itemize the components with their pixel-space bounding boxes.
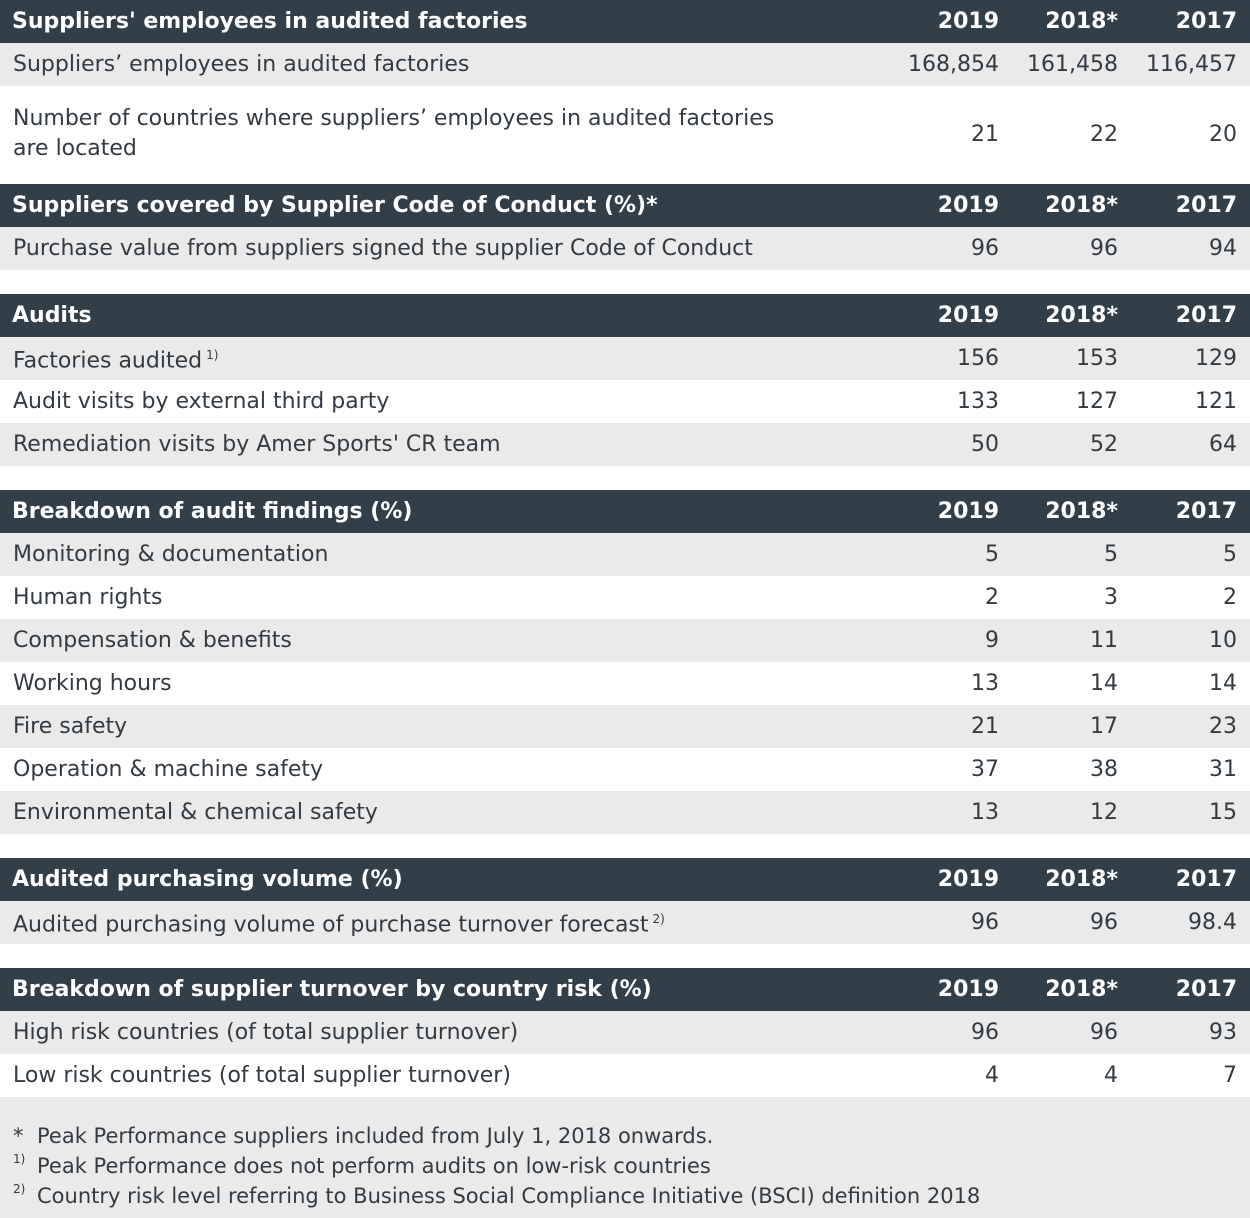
value-2017: 14 (1209, 671, 1237, 696)
section-header (0, 0, 1250, 43)
value-2019: 50 (971, 432, 999, 457)
table-row (0, 1011, 1250, 1054)
value-2017: 94 (1209, 236, 1237, 261)
row-label (0, 904, 880, 940)
table-row (0, 576, 1250, 619)
section-header (0, 184, 1250, 227)
footnote-mark: 2) (13, 1182, 26, 1196)
table-row (0, 619, 1250, 662)
table-row (0, 662, 1250, 705)
value-2017: 5 (1223, 542, 1237, 567)
footnote (13, 1154, 711, 1178)
section-employees (0, 0, 1250, 182)
value-2019: 2 (985, 585, 999, 610)
table-row (0, 901, 1250, 944)
value-2017: 23 (1209, 714, 1237, 739)
value-2018: 127 (1076, 389, 1118, 414)
value-2017: 31 (1209, 757, 1237, 782)
row-label-text: Factories audited (13, 348, 203, 374)
table-row (0, 791, 1250, 834)
value-2017: 2 (1223, 585, 1237, 610)
table-row (0, 748, 1250, 791)
footnote-ref: 2) (652, 912, 665, 927)
col-2017: 2017 (1175, 193, 1237, 218)
row-label: Monitoring & documentation (13, 541, 329, 567)
row-label: Environmental & chemical safety (13, 799, 378, 825)
footnote-text: Peak Performance suppliers included from July 1, 2018 onwards. (37, 1124, 714, 1148)
col-2017: 2017 (1175, 499, 1237, 524)
table-row (0, 1054, 1250, 1097)
footnotes (0, 1097, 1250, 1218)
value-2018: 12 (1090, 800, 1118, 825)
section-header (0, 968, 1250, 1011)
value-2018: 161,458 (1027, 52, 1118, 77)
value-2019: 13 (971, 671, 999, 696)
section-code-of-conduct (0, 184, 1250, 270)
table-row (0, 86, 1250, 182)
value-2017: 129 (1195, 346, 1237, 371)
value-2019: 4 (985, 1063, 999, 1088)
section-title: Audited purchasing volume (%) (12, 866, 403, 892)
section-audited-purchasing (0, 858, 1250, 944)
value-2017: 116,457 (1146, 52, 1237, 77)
section-audit-findings (0, 490, 1250, 834)
footnote (13, 1124, 713, 1148)
value-2018: 153 (1076, 346, 1118, 371)
value-2019: 96 (971, 236, 999, 261)
table-row (0, 43, 1250, 86)
col-2018: 2018* (1045, 9, 1118, 34)
col-2017: 2017 (1175, 867, 1237, 892)
row-label (0, 104, 880, 164)
section-audits (0, 294, 1250, 466)
section-header (0, 490, 1250, 533)
value-2019: 13 (971, 800, 999, 825)
footnote-mark: 1) (13, 1152, 26, 1166)
value-2019: 9 (985, 628, 999, 653)
value-2018: 14 (1090, 671, 1118, 696)
table-row (0, 423, 1250, 466)
footnote-mark: * (13, 1124, 24, 1148)
value-2018: 96 (1090, 1020, 1118, 1045)
value-2017: 121 (1195, 389, 1237, 414)
section-header (0, 294, 1250, 337)
section-country-risk (0, 968, 1250, 1097)
table-row (0, 705, 1250, 748)
table-row (0, 227, 1250, 270)
value-2019: 168,854 (908, 52, 999, 77)
value-2017: 93 (1209, 1020, 1237, 1045)
table-row (0, 533, 1250, 576)
value-2018: 52 (1090, 432, 1118, 457)
row-label (0, 340, 880, 376)
row-label: Compensation & benefits (13, 627, 292, 653)
col-2017: 2017 (1175, 303, 1237, 328)
row-label: Remediation visits by Amer Sports' CR team (13, 431, 501, 457)
col-2019: 2019 (937, 303, 999, 328)
table-row (0, 337, 1250, 380)
value-2018: 96 (1090, 236, 1118, 261)
value-2018: 17 (1090, 714, 1118, 739)
value-2019: 96 (971, 1020, 999, 1045)
value-2017: 10 (1209, 628, 1237, 653)
section-header (0, 858, 1250, 901)
row-label-text: Audited purchasing volume of purchase turnover forecast (13, 912, 649, 938)
section-title: Suppliers covered by Supplier Code of Conduct (%)* (12, 192, 658, 218)
row-label: High risk countries (of total supplier turnover) (13, 1019, 519, 1045)
section-title: Audits (12, 302, 92, 328)
value-2017: 7 (1223, 1063, 1237, 1088)
col-2017: 2017 (1175, 9, 1237, 34)
section-title: Breakdown of audit findings (%) (12, 498, 413, 524)
col-2018: 2018* (1045, 303, 1118, 328)
row-label-line1: Number of countries where suppliers’ employees in audited factories (13, 106, 775, 131)
footnote-text: Peak Performance does not perform audits on low-risk countries (37, 1154, 711, 1178)
row-label: Human rights (13, 584, 163, 610)
value-2019: 96 (971, 910, 999, 935)
row-label: Fire safety (13, 713, 128, 739)
section-title: Breakdown of supplier turnover by country risk (%) (12, 976, 652, 1002)
footnote-ref: 1) (206, 348, 219, 363)
row-label: Low risk countries (of total supplier turnover) (13, 1062, 511, 1088)
value-2019: 21 (971, 121, 999, 147)
footnote-text: Country risk level referring to Business Social Compliance Initiative (BSCI) definition 2018 (37, 1184, 981, 1208)
col-2019: 2019 (937, 193, 999, 218)
row-label: Purchase value from suppliers signed the supplier Code of Conduct (13, 235, 753, 261)
value-2019: 5 (985, 542, 999, 567)
value-2019: 133 (957, 389, 999, 414)
value-2019: 156 (957, 346, 999, 371)
value-2018: 38 (1090, 757, 1118, 782)
col-2018: 2018* (1045, 867, 1118, 892)
section-title: Suppliers' employees in audited factories (12, 8, 528, 34)
row-label: Working hours (13, 670, 172, 696)
col-2018: 2018* (1045, 499, 1118, 524)
footnote (13, 1184, 980, 1208)
value-2018: 4 (1104, 1063, 1118, 1088)
value-2017: 15 (1209, 800, 1237, 825)
table-row (0, 380, 1250, 423)
row-label: Audit visits by external third party (13, 388, 390, 414)
value-2019: 21 (971, 714, 999, 739)
col-2018: 2018* (1045, 977, 1118, 1002)
value-2019: 37 (971, 757, 999, 782)
value-2018: 5 (1104, 542, 1118, 567)
col-2017: 2017 (1175, 977, 1237, 1002)
value-2017: 64 (1209, 432, 1237, 457)
row-label: Operation & machine safety (13, 756, 324, 782)
col-2019: 2019 (937, 867, 999, 892)
row-label: Suppliers’ employees in audited factories (13, 51, 470, 77)
value-2017: 20 (1209, 121, 1237, 147)
value-2017: 98.4 (1188, 910, 1237, 935)
value-2018: 96 (1090, 910, 1118, 935)
row-label-line2: are located (13, 136, 137, 161)
col-2018: 2018* (1045, 193, 1118, 218)
col-2019: 2019 (937, 9, 999, 34)
value-2018: 22 (1090, 121, 1118, 147)
col-2019: 2019 (937, 499, 999, 524)
value-2018: 11 (1090, 628, 1118, 653)
value-2018: 3 (1104, 585, 1118, 610)
col-2019: 2019 (937, 977, 999, 1002)
